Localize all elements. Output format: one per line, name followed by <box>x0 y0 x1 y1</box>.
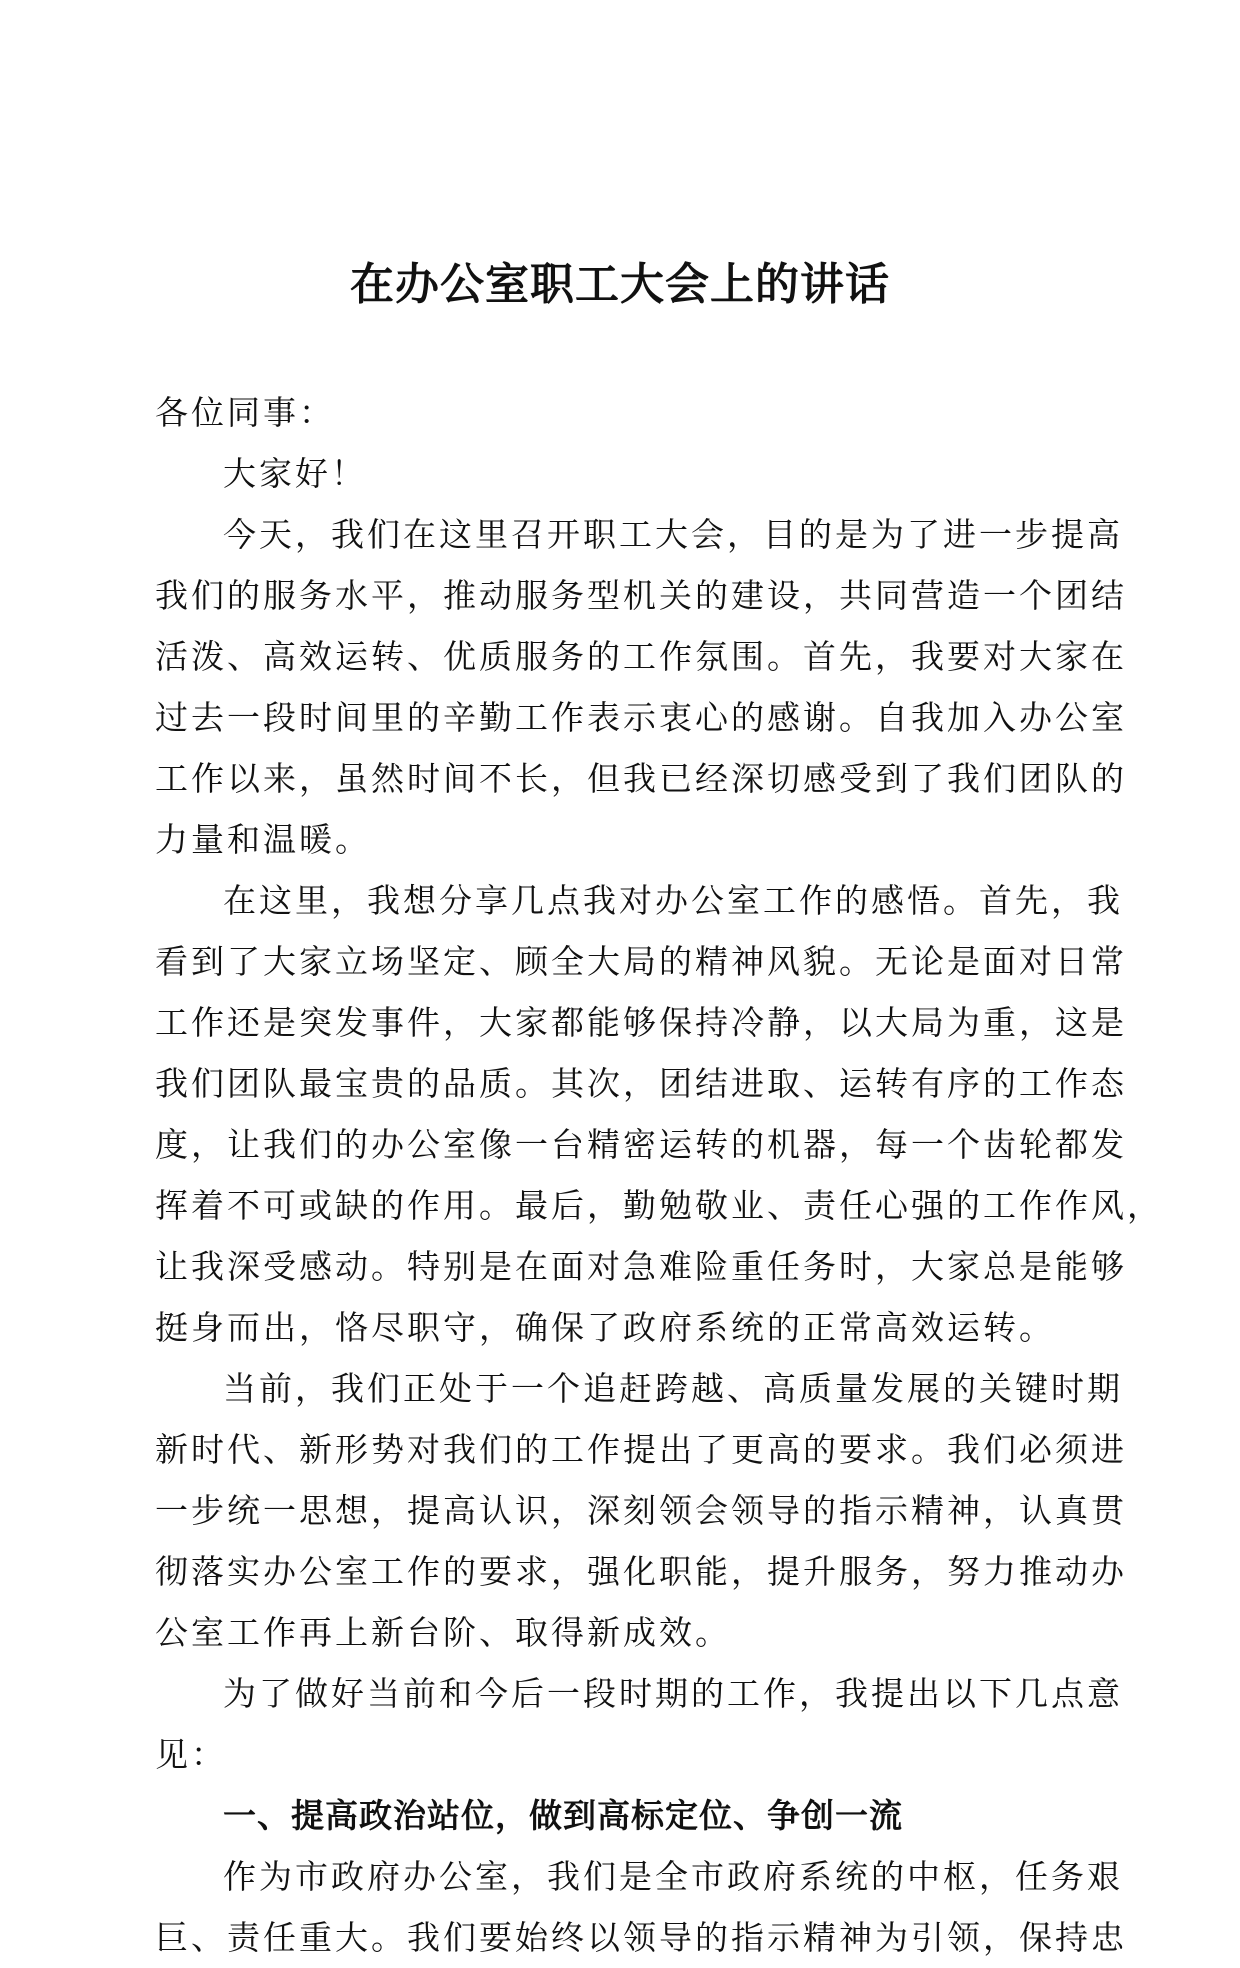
paragraph-1-line: 活泼、高效运转、优质服务的工作氛围。首先，我要对大家在 <box>155 637 1127 676</box>
paragraph-2-line: 我们团队最宝贵的品质。其次，团结进取、运转有序的工作态 <box>155 1064 1127 1103</box>
paragraph-2-line: 挥着不可或缺的作用。最后，勤勉敬业、责任心强的工作作风， <box>155 1186 1163 1225</box>
paragraph-3-line: 一步统一思想，提高认识，深刻领会领导的指示精神，认真贯 <box>155 1491 1127 1530</box>
paragraph-4-line: 为了做好当前和今后一段时期的工作，我提出以下几点意 <box>223 1674 1123 1713</box>
paragraph-1-line: 我们的服务水平，推动服务型机关的建设，共同营造一个团结 <box>155 576 1127 615</box>
paragraph-3-line: 新时代、新形势对我们的工作提出了更高的要求。我们必须进 <box>155 1430 1127 1469</box>
paragraph-1-line: 力量和温暖。 <box>155 820 371 859</box>
paragraph-5-line: 巨、责任重大。我们要始终以领导的指示精神为引领，保持忠 <box>155 1918 1127 1957</box>
paragraph-2-line: 让我深受感动。特别是在面对急难险重任务时，大家总是能够 <box>155 1247 1127 1286</box>
paragraph-2-line: 度，让我们的办公室像一台精密运转的机器，每一个齿轮都发 <box>155 1125 1127 1164</box>
greeting-line: 大家好！ <box>223 454 367 493</box>
document-title: 在办公室职工大会上的讲话 <box>350 259 890 310</box>
paragraph-1-line: 今天，我们在这里召开职工大会，目的是为了进一步提高 <box>223 515 1123 554</box>
salutation-line: 各位同事： <box>155 393 335 432</box>
paragraph-3-line: 彻落实办公室工作的要求，强化职能，提升服务，努力推动办 <box>155 1552 1127 1591</box>
section-heading: 一、提高政治站位，做到高标定位、争创一流 <box>223 1796 903 1835</box>
paragraph-2-line: 在这里，我想分享几点我对办公室工作的感悟。首先，我 <box>223 881 1123 920</box>
paragraph-4-line: 见： <box>155 1735 227 1774</box>
paragraph-3-line: 当前，我们正处于一个追赶跨越、高质量发展的关键时期 <box>223 1369 1123 1408</box>
paragraph-3-line: 公室工作再上新台阶、取得新成效。 <box>155 1613 731 1652</box>
paragraph-2-line: 工作还是突发事件，大家都能够保持冷静，以大局为重，这是 <box>155 1003 1127 1042</box>
paragraph-1-line: 工作以来，虽然时间不长，但我已经深切感受到了我们团队的 <box>155 759 1127 798</box>
paragraph-5-line: 作为市政府办公室，我们是全市政府系统的中枢，任务艰 <box>223 1857 1123 1896</box>
paragraph-1-line: 过去一段时间里的辛勤工作表示衷心的感谢。自我加入办公室 <box>155 698 1127 737</box>
paragraph-2-line: 挺身而出，恪尽职守，确保了政府系统的正常高效运转。 <box>155 1308 1055 1347</box>
paragraph-2-line: 看到了大家立场坚定、顾全大局的精神风貌。无论是面对日常 <box>155 942 1127 981</box>
document-body <box>155 382 1163 1968</box>
